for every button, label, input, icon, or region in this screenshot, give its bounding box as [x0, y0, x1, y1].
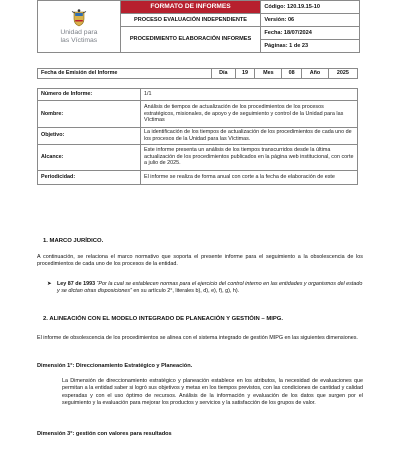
objective-label: Objetivo:	[38, 128, 141, 145]
emission-date-label: Fecha de Emisión del Informe	[38, 69, 212, 79]
dimension-1-title: Dimensión 1°: Direccionamiento Estratégico y Planeación.	[37, 363, 193, 369]
scope-value: Este informe presenta un análisis de los tiempos transcurridos desde la última actualización de los procedimientos publicados en la página web institucional, con corte a julio de 2025.	[141, 144, 358, 170]
year-label: Año	[302, 69, 329, 79]
document-header-table	[37, 0, 360, 53]
periodicity-value: El informe se realiza de forma anual con corte a la fecha de elaboración de este	[141, 170, 358, 184]
document-code: Código: 120.19.15-10	[261, 1, 360, 14]
section-1-heading: 1. MARCO JURÍDICO.	[43, 238, 104, 244]
format-title: FORMATO DE INFORMES	[120, 1, 261, 14]
report-info-table	[37, 88, 358, 185]
scope-label: Alcance:	[38, 144, 141, 170]
emission-date-table	[37, 68, 358, 79]
month-label: Mes	[255, 69, 282, 79]
document-date: Fecha: 18/07/2024	[261, 27, 360, 40]
logo-text: Unidad para las Víctimas	[60, 29, 98, 44]
day-value: 19	[235, 69, 255, 79]
section-1-paragraph: A continuación, se relaciona el marco normativo que soporta el presente informe para el seguimiento a la obsolescencia de los procedimientos de cada uno de los procesos de la entidad.	[37, 254, 363, 268]
procedure-name: PROCEDIMIENTO ELABORACIÓN INFORMES	[120, 27, 261, 53]
report-number-label: Número de Informe:	[38, 89, 141, 101]
section-2-paragraph: El informe de obsolescencia de los procedimientos se alinea con el sistema integrado de gestión MIPG en las siguientes dimensiones.	[37, 335, 358, 341]
report-name-label: Nombre:	[38, 101, 141, 128]
section-2-heading: 2. ALINEACIÓN CON EL MODELO INTEGRADO DE PLANEACIÓN Y GESTIÓIN – MIPG.	[43, 316, 284, 322]
law-articles: en su artículo 2°, literales b), d), e), f), g), h).	[131, 288, 240, 295]
process-name: PROCESO EVALUACIÓN INDEPENDIENTE	[120, 14, 261, 27]
logo-cell	[38, 1, 121, 53]
document-version: Versión: 06	[261, 14, 360, 27]
objective-value: La identificación de los tiempos de actualización de los procedimientos de cada uno de los procesos de la Unidad para las Víctimas.	[141, 128, 358, 145]
report-name-value: Análisis de tiempos de actualización de los procedimientos de los procesos estratégicos, misionales, de apoyo y de seguimiento y control de la Unidad para las Víctimas	[141, 101, 358, 128]
page-count: Páginas: 1 de 23	[261, 40, 360, 53]
month-value: 08	[282, 69, 302, 79]
law-name: Ley 87 de 1993	[57, 281, 96, 287]
legal-reference-item	[47, 281, 363, 295]
day-label: Día	[212, 69, 236, 79]
law-description: “Por la cual se establecen normas para el ejercicio del control interno en las entidades y organismos del estado y se dictan otras disposiciones”	[57, 281, 363, 295]
year-value: 2025	[328, 69, 357, 79]
periodicity-label: Periodicidad:	[38, 170, 141, 184]
dimension-1-text: La Dimensión de direccionamiento estratégico y planeación establece en los atributos, la necesidad de evaluaciones que permitan a la entidad saber si logró sus objetivos y metas en los tiempos previstos, con las condiciones de cantidad y calidad esperadas y con el uso óptimo de recursos. Análisis de la información y evaluación de los datos que surgen por el seguimiento y la evaluación para mejorar los productos y servicios y la satisfacción de los grupos de valor.	[62, 378, 363, 406]
coat-of-arms-icon	[71, 9, 87, 27]
dimension-3-title: Dimensión 3°: gestión con valores para resultados	[37, 431, 172, 437]
report-number-value: 1/1	[141, 89, 358, 101]
arrow-bullet-icon: ➤	[47, 281, 52, 287]
